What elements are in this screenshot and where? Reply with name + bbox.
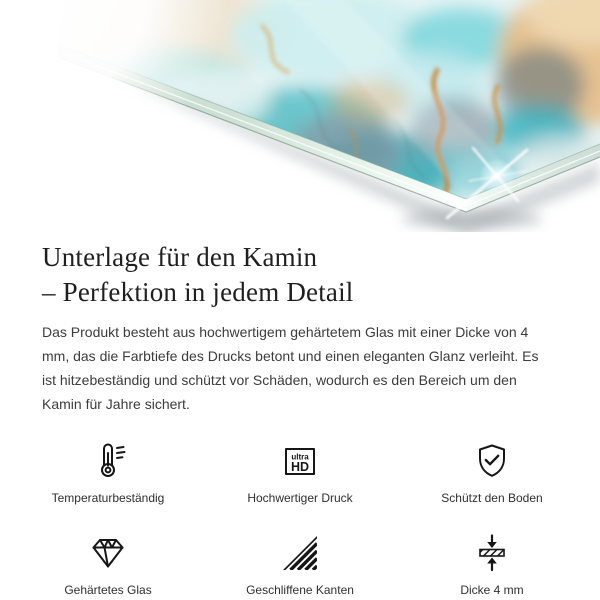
feature-label: Temperaturbeständig [51,491,165,505]
polished-edges-icon [279,530,321,574]
product-image [0,0,600,232]
feature-temperature [12,438,204,505]
thickness-4mm-icon [471,530,513,574]
feature-polished-edges [204,530,396,597]
feature-label: Gehärtetes Glas [64,583,152,597]
feature-grid [12,438,588,597]
glass-panel-illustration [0,0,600,232]
ultra-hd-icon [279,438,321,482]
white-vignette [0,0,600,232]
feature-print-quality [204,438,396,505]
thermometer-icon [87,438,129,482]
shield-check-icon [471,438,513,482]
title-line-1: Unterlage für den Kamin [42,242,318,272]
feature-label: Schützt den Boden [441,491,543,505]
product-description: Das Produkt besteht aus hochwertigem gehärtetem Glas mit einer Dicke von 4 mm, das die Farbtiefe des Drucks betont und einen eleganten Glanz verleiht. Es ist hitzebeständig und schützt vor Schäden, wodurch es den Bereich um den Kamin für Jahre sichert. [42,324,539,412]
feature-thickness [396,530,588,597]
svg-text:ultra: ultra [291,452,309,462]
feature-label: Dicke 4 mm [460,583,524,597]
feature-label: Geschliffene Kanten [246,583,354,597]
page-title [42,240,558,310]
svg-text:HD: HD [290,460,310,474]
diamond-icon [87,530,129,574]
title-line-2: – Perfektion in jedem Detail [42,277,354,307]
feature-tempered-glass [12,530,204,597]
feature-floor-protection [396,438,588,505]
feature-label: Hochwertiger Druck [247,491,353,505]
